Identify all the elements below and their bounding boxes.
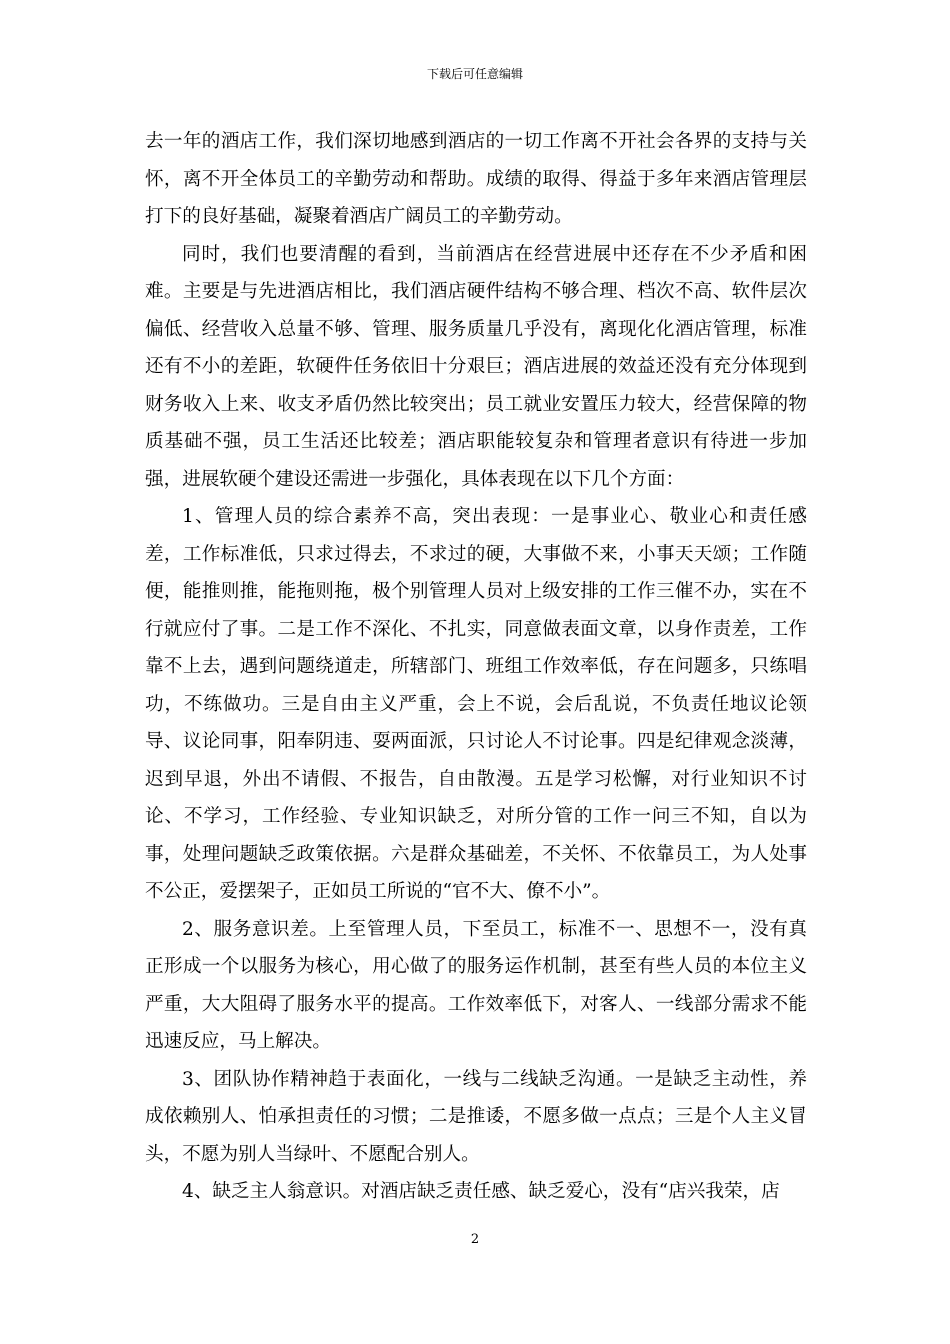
paragraph-item-2: 2、服务意识差。上至管理人员，下至员工，标准不一、思想不一，没有真正形成一个以服务为核心，用心做了的服务运作机制，甚至有些人员的本位主义严重，大大阻碍了服务水平的提高。工作效率低下，对客人、一线部分需求不能迅速反应，马上解决。 xyxy=(145,918,807,1052)
paragraph-item-3: 3、团队协作精神趋于表面化，一线与二线缺乏沟通。一是缺乏主动性，养成依赖别人、怕承担责任的习惯；二是推诿，不愿多做一点点；三是个人主义冒头，不愿为别人当绿叶、不愿配合别人。 xyxy=(145,1068,807,1165)
paragraph-continuation: 去一年的酒店工作，我们深切地感到酒店的一切工作离不开社会各界的支持与关怀，离不开全体员工的辛勤劳动和帮助。成绩的取得、得益于多年来酒店管理层打下的良好基础，凝聚着酒店广阔员工的辛勤劳动。 xyxy=(145,131,807,227)
paragraph-item-1: 1、管理人员的综合素养不高，突出表现：一是事业心、敬业心和责任感差，工作标准低，只求过得去，不求过的硬，大事做不来，小事天天颂；工作随便，能推则推，能拖则拖，极个别管理人员对上级安排的工作三催不办，实在不行就应付了事。二是工作不深化、不扎实，同意做表面文章，以身作责差，工作靠不上去，遇到问题绕道走，所辖部门、班组工作效率低，存在问题多，只练唱功，不练做功。三是自由主义严重，会上不说，会后乱说，不负责任地议论领导、议论同事，阳奉阴违、耍两面派，只讨论人不讨论事。四是纪律观念淡薄，迟到早退，外出不请假、不报告，自由散漫。五是学习松懈，对行业知识不讨论、不学习，工作经验、专业知识缺乏，对所分管的工作一问三不知，自以为事，处理问题缺乏政策依据。六是群众基础差，不关怀、不依靠员工，为人处事不公正，爱摆架子，正如员工所说的“官不大、僚不小”。 xyxy=(145,506,807,902)
document-body xyxy=(145,123,807,1211)
page-number: 2 xyxy=(470,1232,480,1247)
page-header: 下载后可任意编辑 xyxy=(426,67,523,81)
paragraph-difficulties: 同时，我们也要清醒的看到，当前酒店在经营进展中还存在不少矛盾和困难。主要是与先进酒店相比，我们酒店硬件结构不够合理、档次不高、软件层次偏低、经营收入总量不够、管理、服务质量几乎没有，离现化化酒店管理，标准还有不小的差距，软硬件任务依旧十分艰巨；酒店进展的效益还没有充分体现到财务收入上来、收支矛盾仍然比较突出；员工就业安置压力较大，经营保障的物质基础不强，员工生活还比较差；酒店职能较复杂和管理者意识有待进一步加强，进展软硬个建设还需进一步强化，具体表现在以下几个方面： xyxy=(145,243,807,490)
paragraph-item-4: 4、缺乏主人翁意识。对酒店缺乏责任感、缺乏爱心，没有“店兴我荣，店 xyxy=(182,1181,780,1202)
